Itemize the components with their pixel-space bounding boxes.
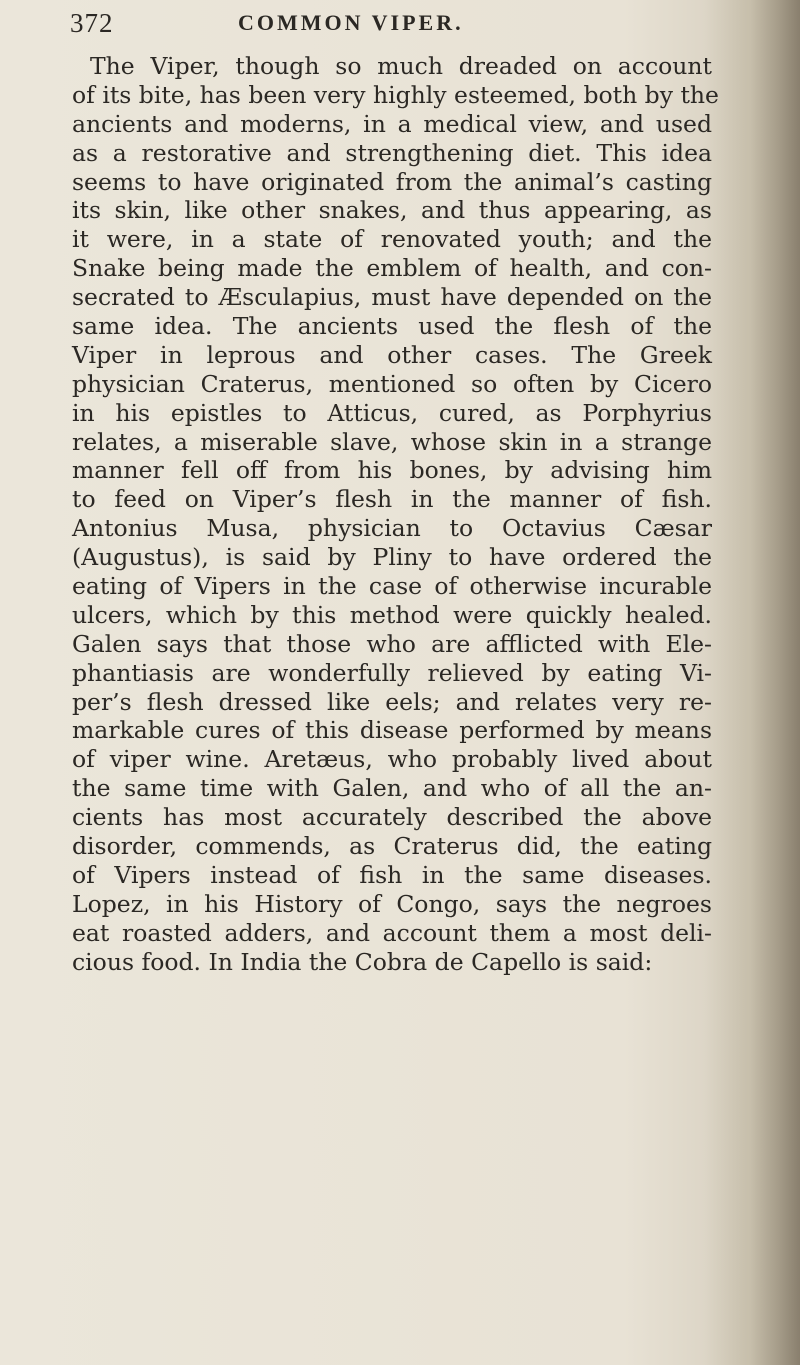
- text-line: seems to have originated from the animal’s casting: [72, 167, 712, 196]
- text-line: eating of Vipers in the case of otherwise incurable: [72, 572, 712, 601]
- text-line: (Augustus), is said by Pliny to have ordered the: [72, 543, 712, 572]
- text-line: markable cures of this disease performed by means: [72, 716, 712, 745]
- text-line: disorder, commends, as Craterus did, the eating: [72, 832, 712, 861]
- text-line: eat roasted adders, and account them a most deli-: [72, 918, 712, 947]
- text-line: of Vipers instead of fish in the same diseases.: [72, 860, 712, 889]
- text-line: secrated to Æsculapius, must have depended on the: [72, 283, 712, 312]
- text-line: Galen says that those who are afflicted with Ele-: [72, 629, 712, 658]
- page-header: [70, 8, 710, 46]
- text-line: cients has most accurately described the above: [72, 803, 712, 832]
- page-number: 372: [70, 8, 114, 38]
- text-line: Lopez, in his History of Congo, says the negroes: [72, 889, 712, 918]
- page-edge-shadow: [750, 0, 800, 1365]
- text-line: manner fell off from his bones, by advising him: [72, 456, 712, 485]
- text-line: ancients and moderns, in a medical view, and used: [72, 109, 712, 138]
- text-line: in his epistles to Atticus, cured, as Porphyrius: [72, 398, 712, 427]
- text-line: ulcers, which by this method were quickly healed.: [72, 600, 712, 629]
- text-line: the same time with Galen, and who of all the an-: [72, 774, 712, 803]
- text-line: relates, a miserable slave, whose skin in a strange: [72, 427, 712, 456]
- text-line: per’s flesh dressed like eels; and relates very re-: [72, 687, 712, 716]
- text-line: phantiasis are wonderfully relieved by eating Vi-: [72, 658, 712, 687]
- text-line: to feed on Viper’s flesh in the manner of fish.: [72, 485, 712, 514]
- text-line: as a restorative and strengthening diet. This idea: [72, 138, 712, 167]
- text-line: physician Craterus, mentioned so often by Cicero: [72, 369, 712, 398]
- running-head: COMMON VIPER.: [238, 10, 464, 35]
- text-line: same idea. The ancients used the flesh of the: [72, 312, 712, 341]
- text-line: Snake being made the emblem of health, and con-: [72, 254, 712, 283]
- text-line: of viper wine. Aretæus, who probably lived about: [72, 745, 712, 774]
- text-line: The Viper, though so much dreaded on account: [90, 52, 712, 80]
- text-line: Viper in leprous and other cases. The Greek: [72, 340, 712, 369]
- text-line: Antonius Musa, physician to Octavius Cæsar: [72, 514, 712, 543]
- text-line: of its bite, has been very highly esteemed, both by the: [72, 80, 719, 109]
- text-line: cious food. In India the Cobra de Capello is said:: [72, 947, 653, 976]
- text-line: its skin, like other snakes, and thus appearing, as: [72, 196, 712, 225]
- text-line: it were, in a state of renovated youth; and the: [72, 225, 712, 254]
- body-paragraph: [72, 52, 719, 977]
